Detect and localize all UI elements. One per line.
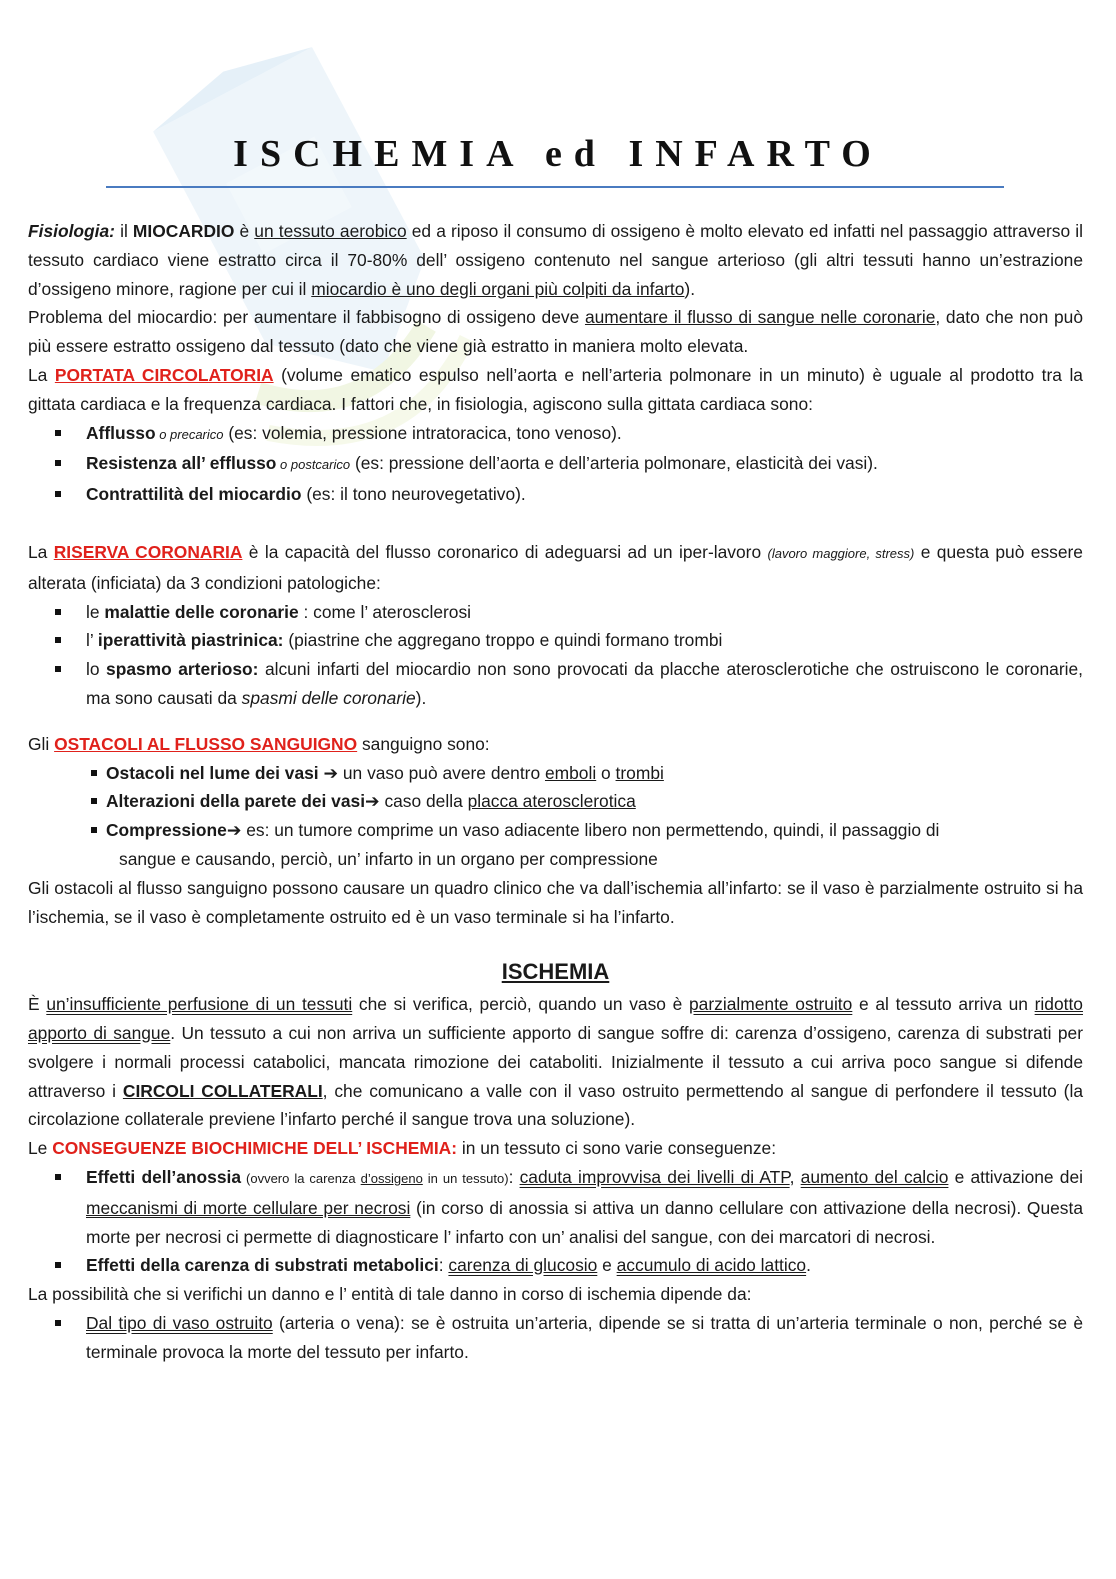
paragraph-problema: Problema del miocardio: per aumentare il fabbisogno di ossigeno deve aumentare il flusso di sangue nelle coronarie, dato che non può più essere estratto ossigeno dal tessuto (dato che viene già estratto in maniera molto elevata. (28, 307, 1083, 357)
paragraph-ischemia: È un’insufficiente perfusione di un tessuti che si verifica, perciò, quando un vaso è parzialmente ostruito e al tessuto arriva un ridotto apporto di sangue. Un tessuto a cui non arriva un sufficiente apporto di sangue soffre di: carenza d’ossigeno, carenza di substrati per svolgere i normali processi catabolici, mancata rimozione dei cataboliti. Inizialmente il tessuto a cui arriva poco sangue si difende attraverso i CIRCOLI COLLATERALI, che comunicano a valle con il vaso ostruito permettendo al sangue di perfondere il tessuto (la circolazione collaterale previene l’infarto perché il sangue trova una soluzione). (28, 994, 1083, 1130)
list-item: Effetti dell’anossia (ovvero la carenza d’ossigeno in un tessuto): caduta improvvisa dei livelli di ATP, aumento del calcio e attivazione dei meccanismi di morte cellulare per necrosi (in corso di anossia si attiva un danno cellulare con attivazione della necrosi). Questa morte per necrosi ci permette di diagnosticare l’ infarto con un’ analisi del sangue, con dei marcatori di necrosi. (86, 1163, 1083, 1251)
list-item: Resistenza all’ efflusso o postcarico (es: pressione dell’aorta e dell’arteria polmonare, elasticità dei vasi). (86, 449, 1083, 480)
paragraph-ostacoli-quadro: Gli ostacoli al flusso sanguigno possono causare un quadro clinico che va dall’ischemia all’infarto: se il vaso è parzialmente ostruito si ha l’ischemia, se il vaso è completamente ostruito ed è un vaso terminale si ha l’infarto. (28, 877, 1083, 927)
paragraph-riserva: La RISERVA CORONARIA è la capacità del flusso coronarico di adeguarsi ad un iper-lavoro (lavoro maggiore, stress) e questa può essere alterata (inficiata) da 3 condizioni patologiche: (28, 541, 1083, 593)
list-item: Contrattilità del miocardio (es: il tono neurovegetativo). (86, 480, 1083, 509)
document-body (28, 217, 1083, 1366)
list-item: Alterazioni della parete dei vasi➔ caso della placca aterosclerotica (106, 787, 1083, 816)
arrow-icon: ➔ (365, 791, 385, 812)
section-heading-ischemia: ISCHEMIA (501, 959, 610, 985)
paragraph-possibilita: La possibilità che si verifichi un danno e l’ entità di tale danno in corso di ischemia dipende da: (28, 1284, 752, 1305)
paragraph-ostacoli: Gli OSTACOLI AL FLUSSO SANGUIGNO sanguigno sono: (28, 733, 490, 754)
title-rule (106, 186, 1004, 188)
list-item: l’ iperattività piastrinica: (piastrine che aggregano troppo e quindi formano trombi (86, 626, 1083, 655)
list-gittata-factors (28, 419, 1083, 509)
list-condizioni (28, 598, 1083, 713)
list-conseguenze (28, 1163, 1083, 1280)
list-ostacoli (28, 759, 1083, 874)
list-item: Dal tipo di vaso ostruito (arteria o vena): se è ostruita un’arteria, dipende se si tratta di un’arteria terminale o non, perché se è terminale provoca la morte del tessuto per infarto. (86, 1309, 1083, 1367)
paragraph-portata: La PORTATA CIRCOLATORIA (volume ematico espulso nell’aorta e nell’arteria polmonare in un minuto) è uguale al prodotto tra la gittata cardiaca e la frequenza cardiaca. I fattori che, in fisiologia, agiscono sulla gittata cardiaca sono: (28, 364, 1083, 414)
list-item: Ostacoli nel lume dei vasi ➔ un vaso può avere dentro emboli o trombi (106, 759, 1083, 788)
list-fattori-danno (28, 1309, 1083, 1367)
arrow-icon: ➔ (318, 762, 343, 783)
paragraph-fisiologia: Fisiologia: il MIOCARDIO è un tessuto aerobico ed a riposo il consumo di ossigeno è molto elevato ed infatti nel passaggio attraverso il tessuto cardiaco viene estratto circa il 70-80% dell’ ossigeno contenuto nel sangue arterioso (gli altri tessuti hanno un’estrazione d’ossigeno minore, ragione per cui il miocardio è uno degli organi più colpiti da infarto). (28, 221, 1083, 299)
list-item: Afflusso o precarico (es: volemia, pressione intratoracica, tono venoso). (86, 419, 1083, 450)
list-item: lo spasmo arterioso: alcuni infarti del miocardio non sono provocati da placche aterosclerotiche che ostruiscono le coronarie, ma sono causati da spasmi delle coronarie). (86, 655, 1083, 713)
list-item: Effetti della carenza di substrati metabolici: carenza di glucosio e accumulo di acido lattico. (86, 1251, 1083, 1280)
document-title: ISCHEMIA ed INFARTO (233, 133, 883, 175)
arrow-icon: ➔ (226, 820, 247, 841)
list-item: le malattie delle coronarie : come l’ aterosclerosi (86, 598, 1083, 627)
list-item: Compressione➔ es: un tumore comprime un vaso adiacente libero non permettendo, quindi, il passaggio di sangue e causando, perciò, un’ infarto in un organo per compressione (106, 816, 1083, 874)
paragraph-conseguenze: Le CONSEGUENZE BIOCHIMICHE DELL’ ISCHEMIA: in un tessuto ci sono varie conseguenze: (28, 1138, 777, 1159)
